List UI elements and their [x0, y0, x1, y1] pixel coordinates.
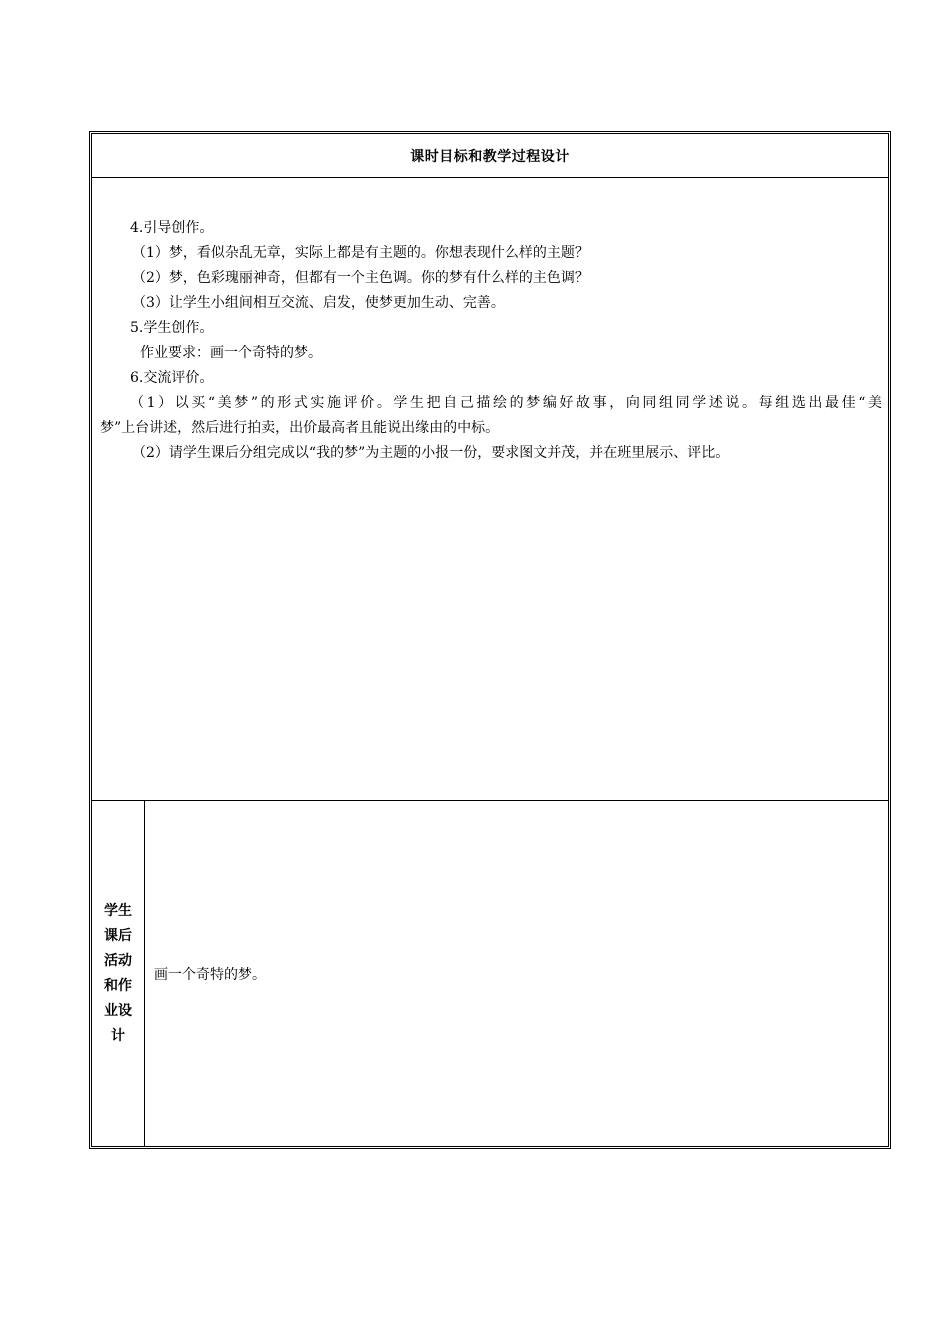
content-line: （1）以买“美梦”的形式实施评价。学生把自己描绘的梦编好故事，向同组同学述说。每组选出最佳“美 [130, 395, 882, 411]
teaching-process-cell [92, 178, 888, 801]
homework-text: 画一个奇特的梦。 [154, 966, 266, 983]
table-header-title: 课时目标和教学过程设计 [410, 148, 570, 165]
content-line: 6.交流评价。 [130, 370, 214, 386]
homework-label-line: 学生 [104, 902, 132, 919]
content-line: （2）梦，色彩瑰丽神奇，但都有一个主色调。你的梦有什么样的主色调？ [132, 270, 589, 286]
homework-label-line: 计 [111, 1027, 125, 1044]
content-line: 梦”上台讲述，然后进行拍卖，出价最高者且能说出缘由的中标。 [100, 420, 500, 436]
homework-label-line: 业设 [104, 1002, 132, 1019]
content-line: 4.引导创作。 [130, 220, 214, 236]
content-line: （2）请学生课后分组完成以“我的梦”为主题的小报一份，要求图文并茂，并在班里展示、评比。 [132, 445, 730, 461]
content-line: （3）让学生小组间相互交流、启发，使梦更加生动、完善。 [132, 295, 505, 311]
homework-label [104, 899, 132, 1049]
lesson-design-table [89, 131, 891, 1149]
homework-content-cell [145, 801, 888, 1146]
homework-label-cell [92, 801, 145, 1146]
teaching-process-text [100, 216, 882, 466]
content-line: （1）梦，看似杂乱无章，实际上都是有主题的。你想表现什么样的主题？ [132, 245, 589, 261]
homework-row [92, 801, 888, 1146]
homework-label-line: 和作 [104, 977, 132, 994]
content-line: 作业要求：画一个奇特的梦。 [140, 345, 322, 361]
table-header-row [92, 134, 888, 178]
homework-label-line: 课后 [104, 927, 132, 944]
homework-label-line: 活动 [104, 952, 132, 969]
content-line: 5.学生创作。 [130, 320, 214, 336]
